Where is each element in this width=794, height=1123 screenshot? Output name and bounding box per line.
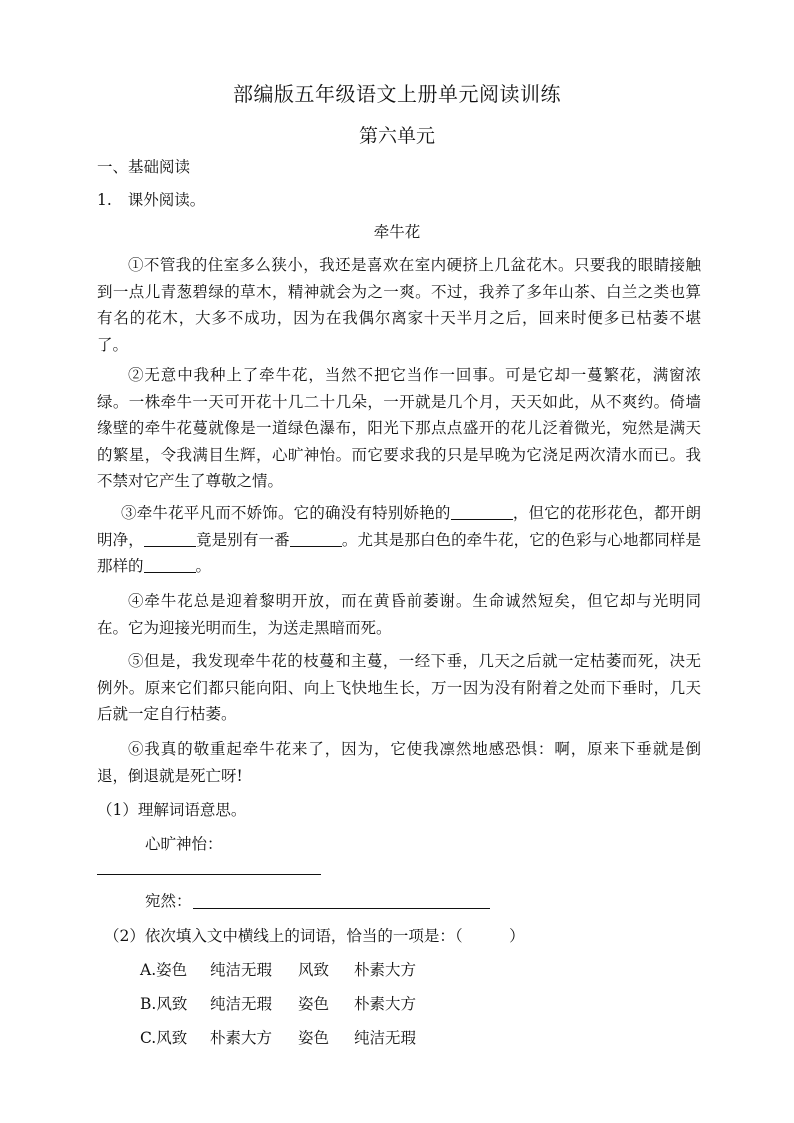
question-heading: [97, 188, 205, 210]
paragraph-1: ①不管我的住室多么狭小，我还是喜欢在室内硬挤上几盆花木。只要我的眼睛接触到一点儿青葱碧绿的草木，精神就会为之一爽。不过，我养了多年山茶、白兰之类也算有名的花木，大多不成功，因为在我偶尔离家十天半月之后，回来时便多已枯萎不堪了。: [97, 256, 701, 354]
section-heading: 一、基础阅读: [97, 158, 191, 176]
paragraph-3-part-c: 竟是别有一番: [195, 530, 290, 549]
paragraph-3: [97, 500, 701, 580]
document-title: 部编版五年级语文上册单元阅读训练: [233, 82, 561, 106]
answer-line-1[interactable]: [97, 874, 321, 875]
paragraph-4: ④牵牛花总是迎着黎明开放，而在黄昏前萎谢。生命诚然短矣，但它却与光明同在。它为迎接光明而生，为送走黑暗而死。: [97, 592, 701, 637]
option-b[interactable]: B.风致 纯洁无瑕 姿色 朴素大方: [140, 995, 417, 1013]
option-a[interactable]: A.姿色 纯洁无瑕 风致 朴素大方: [140, 961, 417, 979]
fill-blank-1[interactable]: [451, 504, 513, 521]
paragraph-2: ②无意中我种上了牵牛花，当然不把它当作一回事。可是它却一蔓繁花，满窗浓绿。一株牵牛一天可开花十几二十几朵，一开就是几个月，天天如此，从不爽约。倚墙缘壁的牵牛花蔓就像是一道绿色瀑布，阳光下那点点盛开的花儿泛着微光，宛然是满天的繁星，令我满目生辉，心旷神怡。而它要求我的只是早晚为它浇足两次清水而已。我不禁对它产生了尊敬之情。: [97, 366, 701, 490]
fill-blank-2[interactable]: [144, 530, 196, 547]
option-c[interactable]: C.风致 朴素大方 姿色 纯洁无瑕: [140, 1029, 417, 1047]
fill-blank-3[interactable]: [290, 530, 342, 547]
term-2-label: 宛然：: [145, 892, 192, 910]
question-label: 课外阅读。: [127, 191, 206, 209]
sub-question-2-label: （2）依次填入文中横线上的词语，恰当的一项是：（ ）: [104, 927, 525, 945]
paragraph-6: ⑥我真的敬重起牵牛花来了，因为，它使我凛然地感恐惧：啊，原来下垂就是倒退，倒退就是死亡呀!: [97, 740, 701, 785]
answer-line-2[interactable]: [193, 908, 490, 909]
unit-heading: 第六单元: [358, 125, 435, 147]
paragraph-3-part-b: ，但它的花形花色，都开朗明净，: [97, 504, 701, 549]
paragraph-3-part-a: ③牵牛花平凡而不娇饰。它的确没有特别娇艳的: [121, 504, 451, 522]
paragraph-3-part-e: 。: [195, 557, 212, 575]
article-title: 牵牛花: [373, 223, 421, 241]
fill-blank-4[interactable]: [144, 557, 196, 574]
paragraph-3-part-d: 。尤其是那白色的牵牛花，它的色彩与心地都同样是那样的: [97, 530, 701, 575]
sub-question-1-label: （1）理解词语意思。: [97, 801, 247, 819]
term-1-label: 心旷神怡：: [145, 835, 223, 853]
question-number: 1.: [97, 191, 112, 209]
paragraph-5: ⑤但是，我发现牵牛花的枝蔓和主蔓，一经下垂，几天之后就一定枯萎而死，决无例外。原来它们都只能向阳、向上飞快地生长，万一因为没有附着之处而下垂时，几天后就一定自行枯萎。: [97, 652, 701, 723]
